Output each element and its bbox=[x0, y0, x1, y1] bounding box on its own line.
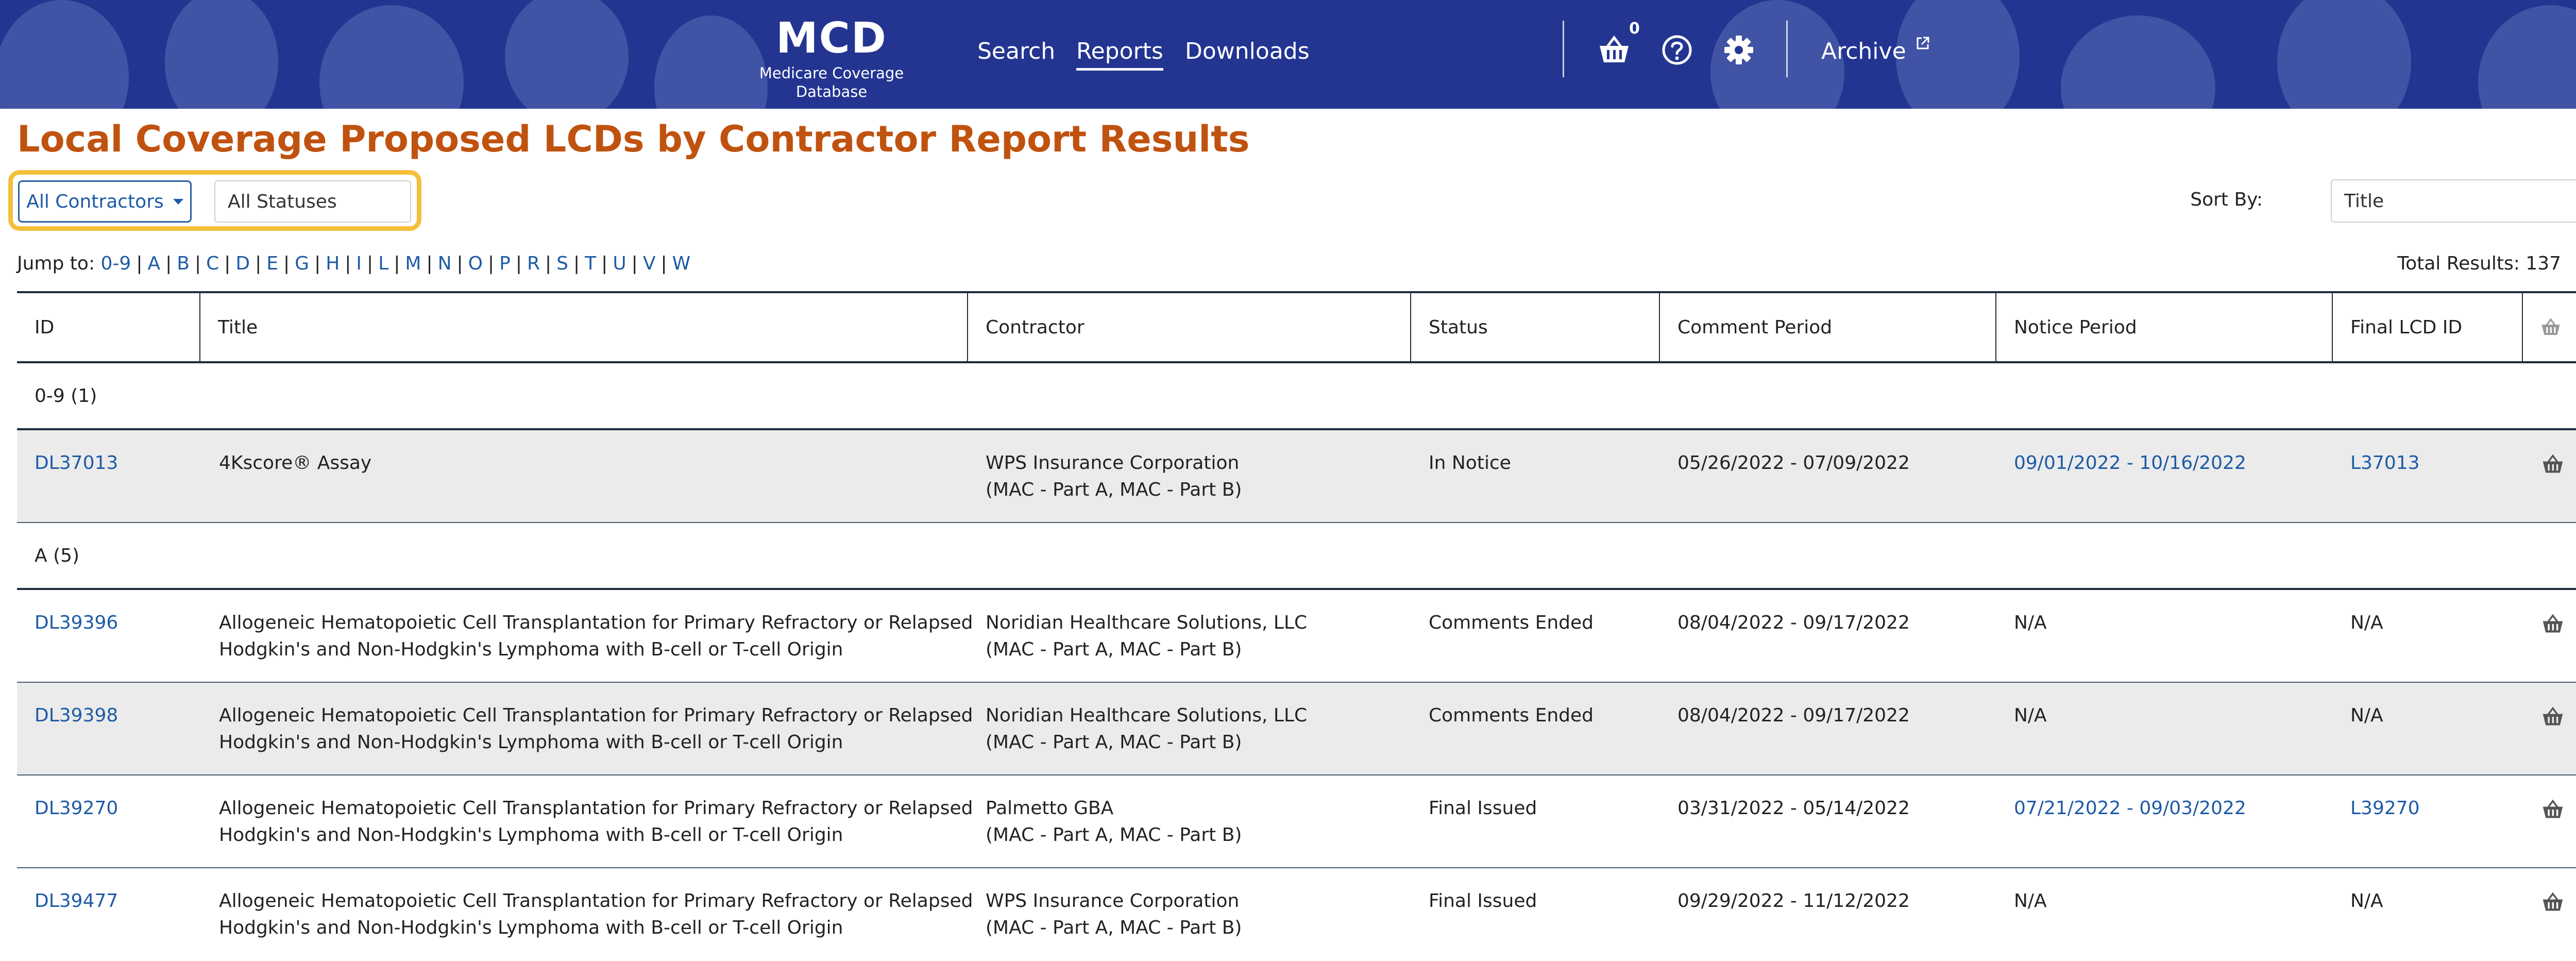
row-id-link[interactable]: DL39270 bbox=[35, 798, 118, 819]
row-contractor bbox=[986, 450, 1242, 503]
row-title bbox=[219, 702, 973, 756]
row-contractor bbox=[986, 888, 1242, 941]
jump-link-p[interactable]: P bbox=[499, 253, 511, 274]
row-contractor-name: Noridian Healthcare Solutions, LLC bbox=[986, 705, 1308, 726]
add-to-basket-icon[interactable] bbox=[2541, 891, 2564, 914]
column-header-basket bbox=[2540, 293, 2561, 361]
row-status: Final Issued bbox=[1429, 890, 1537, 912]
header-divider bbox=[1563, 21, 1564, 77]
jump-link-l[interactable]: L bbox=[378, 253, 389, 274]
jump-separator: | bbox=[488, 253, 495, 274]
jump-separator: | bbox=[601, 253, 608, 274]
add-to-basket-icon[interactable] bbox=[2541, 798, 2564, 821]
jump-link-c[interactable]: C bbox=[206, 253, 219, 274]
jump-to-bar bbox=[17, 251, 690, 276]
row-id-link[interactable]: DL39398 bbox=[35, 705, 118, 726]
mcd-logo[interactable] bbox=[731, 15, 933, 101]
contractor-dropdown-label: All Contractors bbox=[26, 191, 164, 212]
jump-link-i[interactable]: I bbox=[356, 253, 362, 274]
nav-downloads[interactable]: Downloads bbox=[1185, 38, 1310, 64]
jump-separator: | bbox=[660, 253, 667, 274]
row-title bbox=[219, 610, 973, 663]
group-row-a: A (5) bbox=[17, 523, 2576, 590]
column-header-final-lcd-id[interactable]: Final LCD ID bbox=[2350, 316, 2463, 338]
jump-link-e[interactable]: E bbox=[266, 253, 279, 274]
row-title-line: Hodgkin's and Non-Hodgkin's Lymphoma with B-cell or T-cell Origin bbox=[219, 824, 843, 846]
nav-search[interactable]: Search bbox=[977, 38, 1056, 64]
row-title-line: Allogeneic Hematopoietic Cell Transplantation for Primary Refractory or Relapsed bbox=[219, 705, 973, 726]
table-row bbox=[17, 430, 2576, 523]
sort-by-select[interactable]: Title bbox=[2331, 179, 2576, 223]
jump-separator: | bbox=[631, 253, 638, 274]
row-contractor-type: (MAC - Part A, MAC - Part B) bbox=[986, 479, 1242, 500]
row-title bbox=[219, 795, 973, 849]
column-header-notice-period[interactable]: Notice Period bbox=[2014, 316, 2137, 338]
external-link-icon bbox=[1916, 36, 1930, 50]
jump-link-b[interactable]: B bbox=[177, 253, 190, 274]
row-status: In Notice bbox=[1429, 452, 1511, 474]
contractor-dropdown[interactable] bbox=[18, 180, 192, 223]
row-final-lcd-id: N/A bbox=[2350, 705, 2383, 726]
jump-separator: | bbox=[224, 253, 231, 274]
row-comment-period: 03/31/2022 - 05/14/2022 bbox=[1677, 798, 1910, 819]
column-header-contractor[interactable]: Contractor bbox=[986, 316, 1084, 338]
column-header-id[interactable]: ID bbox=[35, 316, 55, 338]
jump-separator: | bbox=[394, 253, 400, 274]
row-contractor bbox=[986, 610, 1307, 663]
jump-separator: | bbox=[314, 253, 321, 274]
column-header-title[interactable]: Title bbox=[218, 316, 258, 338]
total-results: Total Results: 137 bbox=[2397, 253, 2561, 274]
row-id-link[interactable]: DL37013 bbox=[35, 452, 118, 474]
jump-separator: | bbox=[136, 253, 143, 274]
jump-separator: | bbox=[367, 253, 374, 274]
jump-link-0-9[interactable]: 0-9 bbox=[100, 253, 131, 274]
row-comment-period: 05/26/2022 - 07/09/2022 bbox=[1677, 452, 1910, 474]
jump-link-o[interactable]: O bbox=[468, 253, 483, 274]
column-header-status[interactable]: Status bbox=[1429, 316, 1488, 338]
basket-icon bbox=[2540, 318, 2561, 336]
results-table bbox=[17, 291, 2576, 961]
row-notice-period: N/A bbox=[2014, 890, 2047, 912]
row-contractor-name: Noridian Healthcare Solutions, LLC bbox=[986, 612, 1308, 633]
jump-link-v[interactable]: V bbox=[642, 253, 656, 274]
jump-link-w[interactable]: W bbox=[672, 253, 691, 274]
jump-link-g[interactable]: G bbox=[295, 253, 310, 274]
jump-link-u[interactable]: U bbox=[613, 253, 626, 274]
archive-link[interactable] bbox=[1821, 36, 1930, 67]
row-final-lcd-id: N/A bbox=[2350, 612, 2383, 633]
row-contractor-name: Palmetto GBA bbox=[986, 798, 1114, 819]
row-contractor-type: (MAC - Part A, MAC - Part B) bbox=[986, 917, 1242, 938]
jump-separator: | bbox=[165, 253, 172, 274]
add-to-basket-icon[interactable] bbox=[2541, 705, 2564, 728]
jump-separator: | bbox=[283, 253, 290, 274]
jump-to-label: Jump to: bbox=[17, 253, 95, 274]
row-title-line: Allogeneic Hematopoietic Cell Transplantation for Primary Refractory or Relapsed bbox=[219, 612, 973, 633]
jump-separator: | bbox=[545, 253, 552, 274]
table-header bbox=[17, 291, 2576, 363]
jump-separator: | bbox=[515, 253, 522, 274]
jump-link-d[interactable]: D bbox=[235, 253, 250, 274]
jump-link-n[interactable]: N bbox=[437, 253, 452, 274]
row-notice-period-link[interactable]: 07/21/2022 - 09/03/2022 bbox=[2014, 798, 2246, 819]
row-comment-period: 09/29/2022 - 11/12/2022 bbox=[1677, 890, 1910, 912]
basket-icon[interactable] bbox=[1596, 32, 1632, 68]
row-contractor-type: (MAC - Part A, MAC - Part B) bbox=[986, 639, 1242, 660]
jump-separator: | bbox=[426, 253, 433, 274]
header-divider-2 bbox=[1786, 21, 1788, 77]
site-header bbox=[0, 0, 2576, 109]
row-contractor-name: WPS Insurance Corporation bbox=[986, 452, 1240, 474]
table-row bbox=[17, 683, 2576, 775]
row-title bbox=[219, 888, 973, 941]
row-id-link[interactable]: DL39477 bbox=[35, 890, 118, 912]
jump-separator: | bbox=[345, 253, 351, 274]
gear-icon[interactable] bbox=[1721, 32, 1757, 68]
sort-by-label: Sort By: bbox=[2190, 189, 2263, 210]
table-row bbox=[17, 775, 2576, 868]
logo-title: MCD bbox=[776, 14, 887, 63]
row-contractor-name: WPS Insurance Corporation bbox=[986, 890, 1240, 912]
jump-link-a[interactable]: A bbox=[147, 253, 161, 274]
row-contractor bbox=[986, 702, 1307, 756]
add-to-basket-icon[interactable] bbox=[2541, 613, 2564, 635]
row-final-lcd-id: N/A bbox=[2350, 890, 2383, 912]
jump-separator: | bbox=[573, 253, 580, 274]
jump-link-r[interactable]: R bbox=[527, 253, 540, 274]
row-title-line: Hodgkin's and Non-Hodgkin's Lymphoma with B-cell or T-cell Origin bbox=[219, 917, 843, 938]
row-comment-period: 08/04/2022 - 09/17/2022 bbox=[1677, 612, 1910, 633]
jump-link-s[interactable]: S bbox=[556, 253, 569, 274]
row-title-line: Hodgkin's and Non-Hodgkin's Lymphoma with B-cell or T-cell Origin bbox=[219, 639, 843, 660]
row-contractor-type: (MAC - Part A, MAC - Part B) bbox=[986, 824, 1242, 846]
column-divider bbox=[2522, 293, 2523, 361]
jump-separator: | bbox=[194, 253, 201, 274]
page-title: Local Coverage Proposed LCDs by Contractor Report Results bbox=[17, 118, 1250, 160]
row-contractor-type: (MAC - Part A, MAC - Part B) bbox=[986, 732, 1242, 753]
add-to-basket-icon[interactable] bbox=[2541, 453, 2564, 476]
cart-count-badge: 0 bbox=[1629, 20, 1640, 38]
jump-separator: | bbox=[255, 253, 262, 274]
group-row-0-9: 0-9 (1) bbox=[17, 363, 2576, 430]
row-final-lcd-link[interactable]: L39270 bbox=[2350, 798, 2420, 819]
row-id-link[interactable]: DL39396 bbox=[35, 612, 118, 633]
jump-link-t[interactable]: T bbox=[585, 253, 597, 274]
archive-label: Archive bbox=[1821, 38, 1906, 64]
logo-subtitle: Medicare Coverage Database bbox=[759, 64, 904, 100]
row-contractor bbox=[986, 795, 1242, 849]
jump-link-m[interactable]: M bbox=[405, 253, 421, 274]
table-row bbox=[17, 590, 2576, 683]
row-notice-period: N/A bbox=[2014, 705, 2047, 726]
row-status: Comments Ended bbox=[1429, 612, 1594, 633]
row-status: Final Issued bbox=[1429, 798, 1537, 819]
row-title-line: Allogeneic Hematopoietic Cell Transplantation for Primary Refractory or Relapsed bbox=[219, 798, 973, 819]
row-status: Comments Ended bbox=[1429, 705, 1594, 726]
row-comment-period: 08/04/2022 - 09/17/2022 bbox=[1677, 705, 1910, 726]
status-select[interactable]: All Statuses bbox=[214, 180, 411, 223]
chevron-down-icon bbox=[173, 199, 183, 205]
row-notice-period: N/A bbox=[2014, 612, 2047, 633]
row-title bbox=[219, 450, 371, 477]
row-notice-period-link[interactable]: 09/01/2022 - 10/16/2022 bbox=[2014, 452, 2246, 474]
help-icon[interactable] bbox=[1659, 32, 1695, 68]
row-title-line: Allogeneic Hematopoietic Cell Transplantation for Primary Refractory or Relapsed bbox=[219, 890, 973, 912]
table-row bbox=[17, 868, 2576, 961]
column-header-comment-period[interactable]: Comment Period bbox=[1677, 316, 1833, 338]
row-title-line: 4Kscore® Assay bbox=[219, 452, 372, 474]
row-title-line: Hodgkin's and Non-Hodgkin's Lymphoma with B-cell or T-cell Origin bbox=[219, 732, 843, 753]
jump-separator: | bbox=[456, 253, 463, 274]
row-final-lcd-link[interactable]: L37013 bbox=[2350, 452, 2420, 474]
jump-link-h[interactable]: H bbox=[326, 253, 340, 274]
nav-reports[interactable]: Reports bbox=[1076, 36, 1163, 71]
